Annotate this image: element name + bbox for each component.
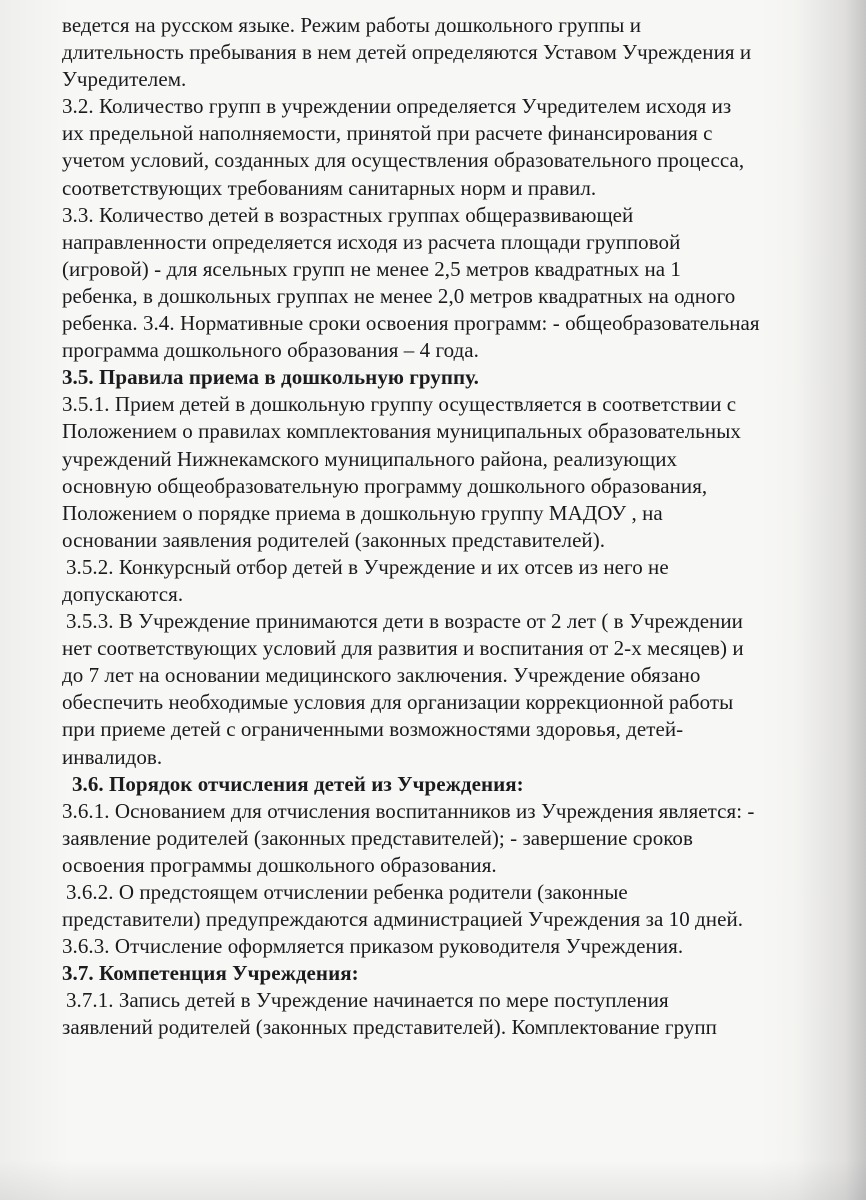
text-line: до 7 лет на основании медицинского заключения. Учреждение обязано — [62, 663, 701, 688]
text-line: при приеме детей с ограниченными возможностями здоровья, детей- — [62, 717, 684, 742]
text-line: заявлений родителей (законных представителей). Комплектование групп — [62, 1015, 717, 1040]
text-line: заявление родителей (законных представителей); - завершение сроков — [62, 825, 693, 850]
text-line: 3.6.3. Отчисление оформляется приказом руководителя Учреждения. — [62, 934, 684, 959]
text-line: учреждений Нижнекамского муниципального района, реализующих — [62, 446, 678, 471]
text-line: 3.2. Количество групп в учреждении определяется Учредителем исходя из — [62, 94, 732, 119]
text-line: 3.5.2. Конкурсный отбор детей в Учреждение и их отсев из него не — [66, 554, 669, 579]
text-line: допускаются. — [62, 581, 184, 606]
text-line: 3.5.1. Прием детей в дошкольную группу осуществляется в соответствии с — [62, 392, 737, 417]
text-line: Положением о правилах комплектования муниципальных образовательных — [62, 419, 741, 444]
section-heading: 3.5. Правила приема в дошкольную группу. — [62, 365, 479, 390]
document-body — [62, 12, 802, 1042]
text-line: основную общеобразовательную программу дошкольного образования, — [62, 473, 708, 498]
text-line: инвалидов. — [62, 744, 163, 769]
section-heading: 3.6. Порядок отчисления детей из Учреждения: — [72, 771, 524, 796]
text-line: освоения программы дошкольного образования. — [62, 852, 497, 877]
text-line: их предельной наполняемости, принятой при расчете финансирования с — [62, 121, 713, 146]
text-line: программа дошкольного образования – 4 года. — [62, 338, 479, 363]
text-line: представители) предупреждаются администрацией Учреждения за 10 дней. — [62, 907, 744, 932]
text-line: основании заявления родителей (законных представителей). — [62, 527, 606, 552]
text-line: обеспечить необходимые условия для организации коррекционной работы — [62, 690, 734, 715]
text-line: 3.6.1. Основанием для отчисления воспитанников из Учреждения является: - — [62, 798, 755, 823]
text-line: ведется на русском языке. Режим работы дошкольного группы и — [62, 13, 642, 37]
text-line: (игровой) - для ясельных групп не менее 2,5 метров квадратных на 1 — [62, 256, 681, 281]
text-line: 3.6.2. О предстоящем отчислении ребенка родители (законные — [66, 880, 628, 904]
scan-edge-shadow — [796, 0, 866, 1200]
section-heading: 3.7. Компетенция Учреждения: — [62, 961, 359, 986]
text-line: соответствующих требованиям санитарных норм и правил. — [62, 175, 597, 200]
text-line: 3.7.1. Запись детей в Учреждение начинается по мере поступления — [66, 988, 669, 1013]
text-line: длительность пребывания в нем детей определяются Уставом Учреждения и — [62, 40, 752, 65]
text-line: нет соответствующих условий для развития и воспитания от 2-х месяцев) и — [62, 636, 744, 661]
text-line: ребенка. 3.4. Нормативные сроки освоения программ: - общеобразовательная — [62, 311, 760, 336]
text-line: 3.3. Количество детей в возрастных группах общеразвивающей — [62, 202, 634, 227]
text-line: Положением о порядке приема в дошкольную группу МАДОУ , на — [62, 500, 663, 525]
scan-bottom-shadow — [0, 1160, 866, 1200]
text-line: учетом условий, созданных для осуществления образовательного процесса, — [62, 148, 745, 173]
text-line: направленности определяется исходя из расчета площади групповой — [62, 229, 681, 254]
text-line: ребенка, в дошкольных группах не менее 2,0 метров квадратных на одного — [62, 283, 736, 308]
text-line: Учредителем. — [62, 67, 187, 92]
text-line: 3.5.3. В Учреждение принимаются дети в возрасте от 2 лет ( в Учреждении — [66, 609, 743, 634]
